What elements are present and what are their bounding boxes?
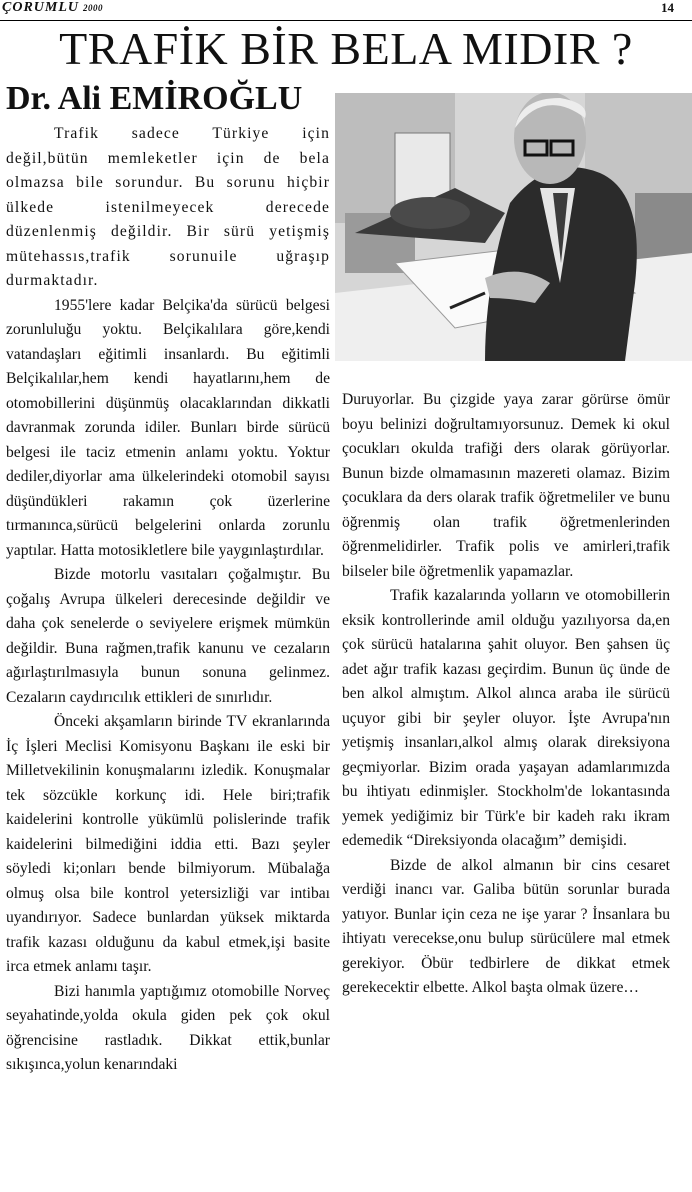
author-photo-drawing (335, 93, 692, 361)
article-paragraph: Bizde de alkol almanın bir cins cesaret verdiği inancı var. Galiba bütün sorunlar burada yatıyor. Bunlar için ceza ne işe yarar ? İnsanlara bu ihtiyatı verecekse,onu bulup sürücülere mal etmek gerekiyor. Öbür tedbirlere de dikkat etmek gerekecektir elbette. Alkol başta olmak üzere… (342, 856, 670, 996)
article-paragraph: 1955'lere kadar Belçika'da sürücü belgesi zorunluluğu yoktu. Belçikalılara göre,kendi vatandaşları eğitimli insanlardı. Bu eğitimli Belçikalılar,hem kendi hayatlarını,hem de otomobillerini düşünmüş olacaklarından dikkatli davranmak zorunda idiler. Bunları birde sürücü belgesi ile taciz etmenin anlamı yoktu. Yoktur dediler,diyorlar ama ülkelerindeki otomobil sayısı düşündükleri rakamın çok üzerlerine tırmanınca,sürücü belgelerini onlarda zorunlu yaptılar. Hatta motosikletlere bile yaygınlaştırdılar. (6, 296, 330, 559)
article-author: Dr. Ali EMİROĞLU (6, 80, 303, 117)
article-paragraph: Duruyorlar. Bu çizgide yaya zarar görürse ömür boyu belinizi doğrultamıyorsunuz. Demek ki okul çocukları okulda trafiği ders olarak görüyorlar. Bunun bizde olmamasının mazereti olamaz. Bizim çocuklara da ders olarak trafik öğretmeliler ve bunu öğrenmiş olan trafik öğretmenlerinden öğrenmelidirler. Trafik polis ve amirleri,trafik bilseler bile öğretmenlik yapamazlar. (342, 391, 670, 580)
article-title: TRAFİK BİR BELA MIDIR ? (59, 23, 633, 74)
article-paragraph: Bizde motorlu vasıtaları çoğalmıştır. Bu çoğalış Avrupa ülkeleri derecesinde değildir ve daha çok senelerde o seviyelere erişmek mümkün değildir. Buna rağmen,trafik kanunu ve cezaların ağırlaştırılmasıyla bunun sonuna gelinmez. Cezaların caydırıcılık ettikleri de sınırlıdır. (6, 566, 330, 706)
article-paragraph: Trafik sadece Türkiye için değil,bütün memleketler için de bela olmazsa bile sorundur. Bu sorunu hiçbir ülkede istenilmeyecek derecede düzenlenmiş değildir. Bir sürü yetişmiş mütehassıs,trafik sorunuile uğraşıp durmaktadır. (6, 125, 330, 289)
masthead-name: ÇORUMLU (2, 0, 80, 15)
masthead-year: 2000 (83, 3, 104, 13)
author-photo (335, 93, 692, 361)
article-paragraph: Bizi hanımla yaptığımız otomobille Norveç seyahatinde,yolda okula giden pek çok okul öğrencisine rastladık. Dikkat ettik,bunlar sıkışınca,yolun kenarındaki (6, 982, 330, 1073)
article-paragraph: Önceki akşamların birinde TV ekranlarında İç İşleri Meclisi Komisyonu Başkanı ile eski bir Milletvekilinin konuşmalarını izledik. Konuşmalar tek sözcükle korkunç idi. Hele biri;trafik kaidelerini kontrolle yükümlü polislerinde trafik kaidelerini bilmediğini iddia etti. Bazı şeyler söyledi ki;onları bende bilmiyorum. Mübalağa olmuş olsa bile kontrol yetersizliği var intibaı uyandırıyor. Sadece bunlardan yüksek miktarda trafik kazası olduğunu da kabul etmek,işi basite irca etmek anlamı taşır. (6, 713, 330, 975)
masthead (2, 0, 103, 16)
article-paragraph: Trafik kazalarında yolların ve otomobillerin eksik kontrollerinde amil olduğu yazılıyorsa da,en çok sürücü hatalarına şahit oluyor. Ben şahsen üç adet ağır trafik kazası geçirdim. Bunun üç ünde de ben alkol almıştım. Alkol alınca araba ile sürücü uçuyor gibi bir şeyler oluyor. İşte Avrupa'nın yetişmiş insanları,alkol almış olarak direksiyona geçmiyorlar. Bizim orada yaşayan adamlarımızda bu ihtiyatı edinmişler. Stockholm'de lokantasında yemek yediğimiz bir Türk'e bir kadeh rakı ikram edemedik “Direksiyonda olacağım” demişidi. (342, 587, 670, 849)
article-column-left (6, 122, 330, 1078)
page-header (0, 0, 692, 21)
page-number: 14 (661, 0, 674, 15)
article-column-right (342, 388, 670, 1001)
